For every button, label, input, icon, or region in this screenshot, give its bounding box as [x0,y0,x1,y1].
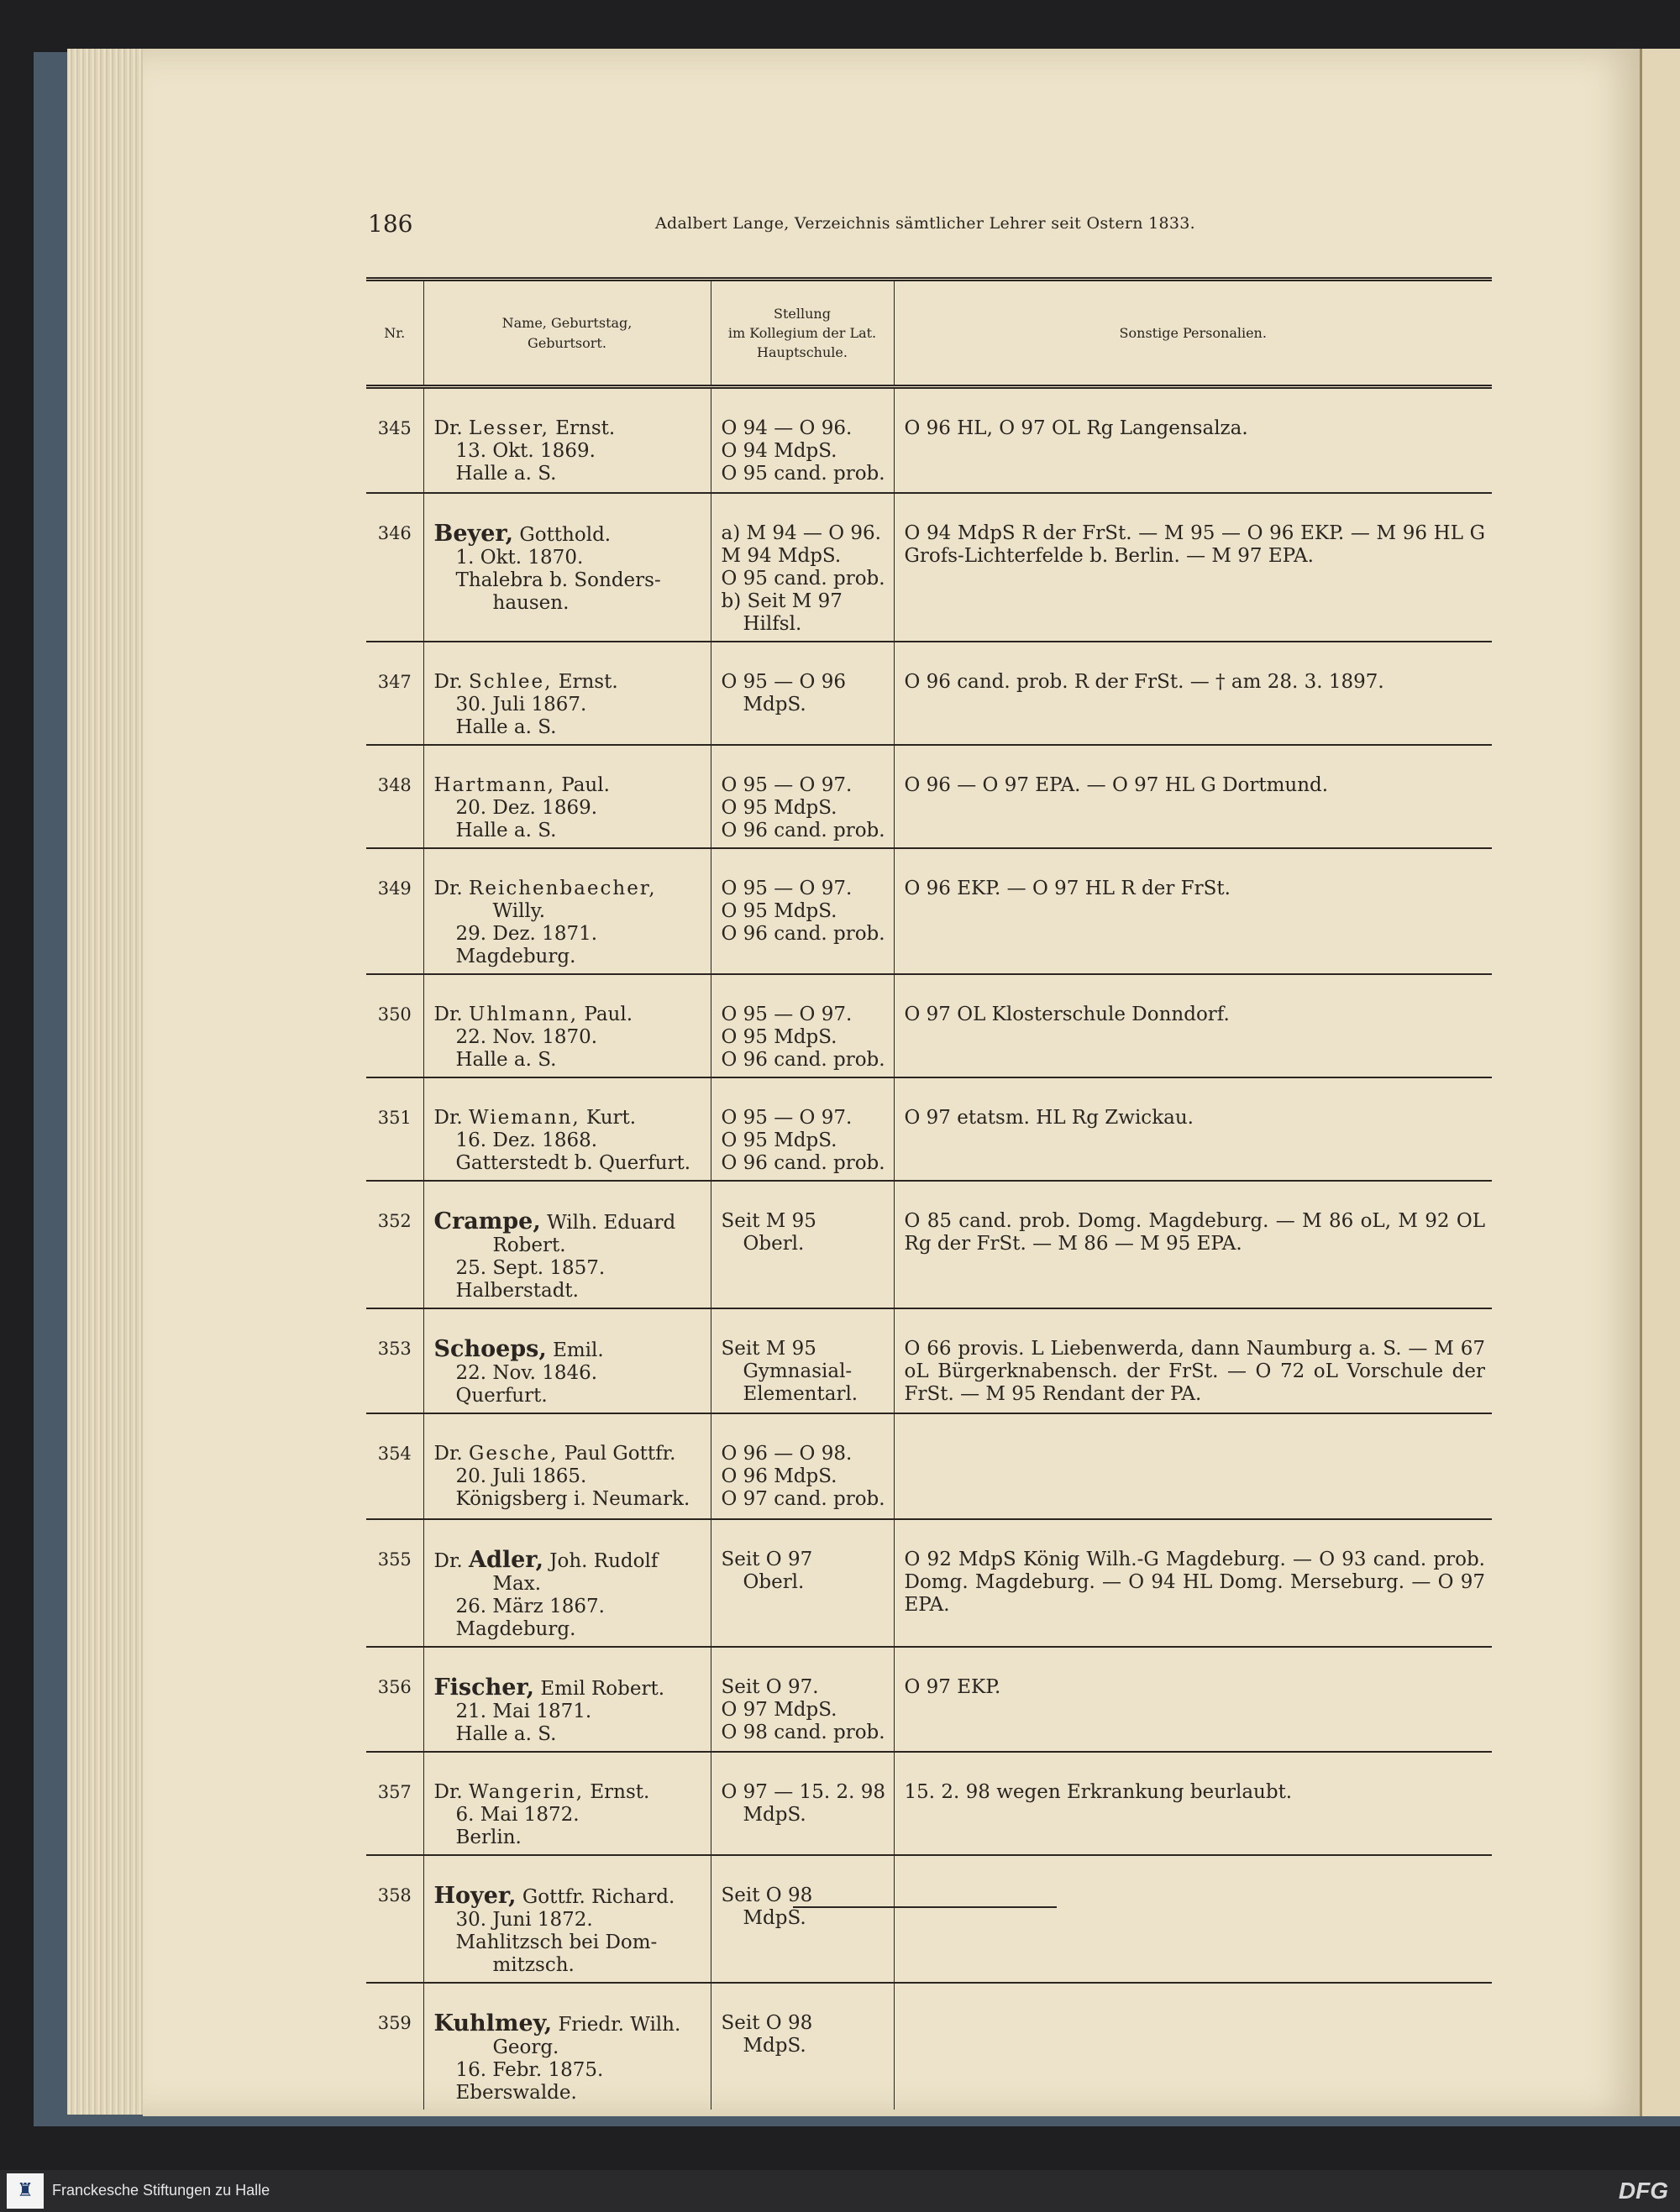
stellung-cell [711,642,894,745]
row-number: 358 [366,1855,423,1983]
stellung-line: Seit O 98 [721,1884,813,1906]
stellung-line: Seit O 98 [721,2011,813,2034]
stellung-line: O 95 cand. prob. [721,567,885,590]
surname: Lesser, [469,417,549,439]
name-line [433,1335,704,1362]
birth-date: 16. Febr. 1875. [455,2058,604,2081]
name-prefix: Dr. [433,1549,463,1572]
name-prefix: Dr. [433,1106,463,1129]
stellung-cell [711,1983,894,2110]
given-name: Gotthold. [519,523,612,546]
birth-place: Halle a. S. [455,819,557,841]
birth-place: Magdeburg. [455,945,576,967]
table-header-row [366,280,1492,387]
surname: Crampe, [433,1208,541,1234]
stellung-line: Seit O 97 [721,1548,813,1570]
personalien-cell [894,1855,1492,1983]
row-number: 355 [366,1519,423,1647]
personalien-cell: O 97 OL Klosterschule Donndorf. [894,974,1492,1077]
teacher-register-table [366,277,1492,2110]
name-line [434,1210,704,1234]
stellung-line: O 95 — O 97. [721,1106,853,1129]
stellung-cell [711,974,894,1077]
name-prefix: Dr. [433,670,463,693]
birth-date: 29. Dez. 1871. [455,922,598,945]
name-prefix: Dr. [433,417,463,439]
stellung-line: Seit O 97. [721,1675,819,1698]
stellung-line: O 95 MdpS. [721,796,837,819]
stellung-line: a) M 94 — O 96. [721,522,881,544]
table-row [366,974,1492,1077]
name-line [434,1676,704,1701]
stellung-line: O 95 cand. prob. [721,463,885,485]
stellung-cell [711,848,894,974]
facing-page-edge [1640,49,1680,2116]
name-cell [423,1519,711,1647]
birth-place: Gatterstedt b. Querfurt. [455,1151,691,1174]
surname: Hartmann, [433,773,555,796]
personalien-cell: O 96 HL, O 97 OL Rg Langensalza. [894,387,1492,493]
surname: Wangerin, [469,1780,585,1803]
table-row [366,1647,1492,1752]
table-row [366,1983,1492,2110]
birth-date: 6. Mai 1872. [455,1803,580,1826]
given-name: Emil Robert. [540,1677,665,1700]
birth-place-continued: hausen. [492,591,570,614]
table-row [366,1752,1492,1855]
stellung-line: O 97 MdpS. [721,1698,837,1721]
stellung-line: O 94 — O 96. [721,417,853,439]
institution-name: Franckesche Stiftungen zu Halle [52,2182,270,2199]
birth-place: Halberstadt. [455,1279,579,1302]
name-line [434,1443,704,1465]
name-cell [423,1752,711,1855]
row-number: 357 [366,1752,423,1855]
name-prefix: Dr. [433,1003,463,1025]
birth-date: 13. Okt. 1869. [455,440,596,462]
row-number: 349 [366,848,423,974]
birth-date: 26. März 1867. [455,1595,605,1617]
row-number: 353 [366,1308,423,1413]
stellung-line: O 96 MdpS. [721,1465,837,1487]
stellung-line: MdpS. [743,1906,806,1929]
stellung-line: M 94 MdpS. [721,544,842,567]
personalien-cell: 15. 2. 98 wegen Erkrankung beurlaubt. [894,1752,1492,1855]
birth-date: 21. Mai 1871. [455,1700,592,1722]
dfg-logo: DFG [1618,2178,1668,2204]
birth-place: Halle a. S. [455,715,557,738]
given-name: Paul. [561,773,610,796]
stellung-cell [711,1077,894,1181]
table-row [366,1181,1492,1308]
name-cell [423,1855,711,1983]
name-cell [423,1647,711,1752]
surname: Gesche, [469,1442,559,1465]
given-name-continued: Willy. [492,899,546,922]
header-stellung: Stellung im Kollegium der Lat. Hauptschule. [711,280,894,387]
birth-place: Mahlitzsch bei Dom- [455,1931,658,1953]
given-name-continued: Georg. [492,2036,559,2058]
stellung-line: O 98 cand. prob. [721,1721,885,1743]
name-cell [423,1077,711,1181]
table-row [366,493,1492,642]
stellung-line: Elementarl. [743,1382,858,1405]
name-line [434,1004,704,1026]
given-name: Joh. Rudolf [549,1549,659,1572]
personalien-cell: O 66 provis. L Liebenwerda, dann Naumburg a. S. — M 67 oL Bürgerknabensch. der FrSt. — O 72 oL Vorschule der FrSt. — M 95 Rendant der PA. [894,1308,1492,1413]
surname: Hoyer, [433,1882,517,1909]
personalien-cell [894,1413,1492,1519]
birth-place: Halle a. S. [455,1048,557,1071]
stellung-cell [711,1519,894,1647]
name-line [434,878,704,900]
name-cell [423,493,711,642]
birth-place: Halle a. S. [455,1722,557,1745]
header-nr: Nr. [366,280,423,387]
stellung-line: MdpS. [743,693,806,715]
birth-date: 20. Dez. 1869. [455,796,598,819]
personalien-cell [894,1983,1492,2110]
stellung-line: MdpS. [743,1803,806,1826]
name-prefix: Dr. [433,1780,463,1803]
given-name: Ernst. [558,670,618,693]
name-cell [423,1308,711,1413]
personalien-cell: O 97 etatsm. HL Rg Zwickau. [894,1077,1492,1181]
stellung-line: Seit M 95 [721,1209,816,1232]
birth-date: 1. Okt. 1870. [455,546,584,569]
stellung-line: O 95 — O 97. [721,1003,853,1025]
running-head: Adalbert Lange, Verzeichnis sämtlicher Lehrer seit Ostern 1833. [655,214,1196,233]
birth-place: Magdeburg. [455,1617,576,1640]
stellung-line: O 96 cand. prob. [721,819,885,841]
birth-date: 25. Sept. 1857. [455,1256,606,1279]
name-cell [423,848,711,974]
table-row [366,1077,1492,1181]
stellung-cell [711,387,894,493]
surname: Uhlmann, [469,1003,579,1025]
name-cell [423,974,711,1077]
given-name: Ernst. [555,417,616,439]
stellung-cell [711,1413,894,1519]
name-line [434,417,704,440]
name-cell [423,387,711,493]
birth-date: 16. Dez. 1868. [455,1129,598,1151]
stellung-cell [711,493,894,642]
name-line [434,1107,704,1130]
row-number: 359 [377,2012,412,2033]
personalien-cell: O 92 MdpS König Wilh.-G Magdeburg. — O 93 cand. prob. Domg. Magdeburg. — O 94 HL Domg. Merseburg. — O 97 EPA. [894,1519,1492,1647]
birth-date: 22. Nov. 1870. [455,1025,598,1048]
personalien-cell: O 85 cand. prob. Domg. Magdeburg. — M 86 oL, M 92 OL Rg der FrSt. — M 86 — M 95 EPA. [894,1181,1492,1308]
birth-place: Thalebra b. Sonders- [455,569,661,591]
table-row [366,1855,1492,1983]
name-cell [423,1181,711,1308]
row-number: 348 [366,745,423,848]
name-line [434,1781,704,1804]
name-line [434,671,704,694]
personalien-cell: O 96 — O 97 EPA. — O 97 HL G Dortmund. [894,745,1492,848]
stellung-line: Seit M 95 [721,1337,816,1360]
birth-place: Berlin. [455,1826,522,1848]
row-number: 347 [366,642,423,745]
surname: Schlee, [469,670,553,693]
stellung-line: O 95 MdpS. [721,1025,837,1048]
name-line [434,522,704,547]
given-name: Friedr. Wilh. [558,2013,681,2036]
name-prefix: Dr. [433,1442,463,1465]
page-block-edge [67,49,151,2115]
name-prefix: Dr. [433,877,463,899]
personalien-cell: O 97 EKP. [894,1647,1492,1752]
table-row [366,1308,1492,1413]
stellung-cell [711,1752,894,1855]
row-number: 352 [366,1181,423,1308]
personalien-cell: O 94 MdpS R der FrSt. — M 95 — O 96 EKP. — M 96 HL G Grofs-Lichterfelde b. Berlin. — M 97 EPA. [894,493,1492,642]
stellung-line: Oberl. [743,1232,805,1255]
stellung-line: O 95 MdpS. [721,899,837,922]
table-row [366,848,1492,974]
surname: Kuhlmey, [433,2010,553,2036]
header-name: Name, Geburtstag, Geburtsort. [423,280,711,387]
table-row [366,745,1492,848]
row-number: 345 [366,387,423,493]
birth-date: 22. Nov. 1846. [455,1361,598,1384]
institution-logo-icon: ♜ [7,2173,44,2209]
page-number: 186 [368,210,413,238]
surname: Fischer, [433,1674,535,1701]
table-row [366,387,1492,493]
given-name-continued: Robert. [492,1234,566,1256]
stellung-line: O 96 cand. prob. [721,1151,885,1174]
given-name: Paul. [584,1003,633,1025]
stellung-line: O 96 cand. prob. [721,922,885,945]
stellung-line: O 95 — O 96 [721,670,846,693]
viewer-footer-bar [0,2170,1680,2212]
given-name: Wilh. Eduard [547,1211,676,1234]
personalien-cell: O 96 cand. prob. R der FrSt. — † am 28. 3. 1897. [894,642,1492,745]
header-personalien: Sonstige Personalien. [894,280,1492,387]
stellung-line: O 95 MdpS. [721,1129,837,1151]
stellung-cell [711,745,894,848]
table-row [366,1519,1492,1647]
name-line [434,1884,704,1909]
stellung-line: b) Seit M 97 [721,590,843,612]
table-row [366,642,1492,745]
row-number: 356 [366,1647,423,1752]
closing-rule [793,1906,1057,1908]
stellung-cell [711,1181,894,1308]
surname: Beyer, [433,520,514,547]
name-line [434,2012,704,2036]
stellung-line: O 95 — O 97. [721,877,853,899]
stellung-line: Oberl. [743,1570,805,1593]
row-number: 346 [366,493,423,642]
stellung-line: O 96 cand. prob. [721,1048,885,1071]
stellung-line: O 95 — O 97. [721,773,853,796]
surname: Wiemann, [469,1106,580,1129]
given-name: Emil. [553,1339,604,1361]
given-name: Paul Gottfr. [564,1442,676,1465]
birth-date: 20. Juli 1865. [455,1465,587,1487]
name-line [433,1546,704,1573]
stellung-line: O 94 MdpS. [721,440,837,462]
stellung-cell [711,1855,894,1983]
stellung-line: Gymnasial- [743,1360,853,1382]
given-name: Gottfr. Richard. [522,1885,675,1908]
birth-place: Querfurt. [455,1384,548,1407]
stellung-line: O 97 — 15. 2. 98 [721,1780,885,1803]
birth-place: Eberswalde. [455,2081,577,2104]
row-number: 350 [366,974,423,1077]
name-cell [423,642,711,745]
stellung-line: MdpS. [743,2034,806,2057]
birth-place: Königsberg i. Neumark. [455,1487,690,1510]
personalien-cell: O 96 EKP. — O 97 HL R der FrSt. [894,848,1492,974]
stellung-line: O 96 — O 98. [721,1442,853,1465]
stellung-line: O 97 cand. prob. [721,1487,885,1510]
surname: Reichenbaecher, [469,877,657,899]
given-name-continued: Max. [492,1572,542,1595]
name-cell [423,1413,711,1519]
name-cell [423,745,711,848]
birth-place: Halle a. S. [455,463,557,485]
given-name: Ernst. [590,1780,650,1803]
surname: Schoeps, [433,1335,547,1362]
birth-place-continued: mitzsch. [492,1953,575,1976]
name-cell [423,1983,711,2110]
given-name: Kurt. [586,1106,637,1129]
name-line [434,774,704,797]
birth-date: 30. Juli 1867. [455,693,587,715]
row-number: 354 [366,1413,423,1519]
stellung-cell [711,1647,894,1752]
stellung-line: Hilfsl. [743,612,802,635]
table-row [366,1413,1492,1519]
row-number: 351 [366,1077,423,1181]
surname: Adler, [469,1546,543,1573]
stellung-cell [711,1308,894,1413]
birth-date: 30. Juni 1872. [455,1908,593,1931]
